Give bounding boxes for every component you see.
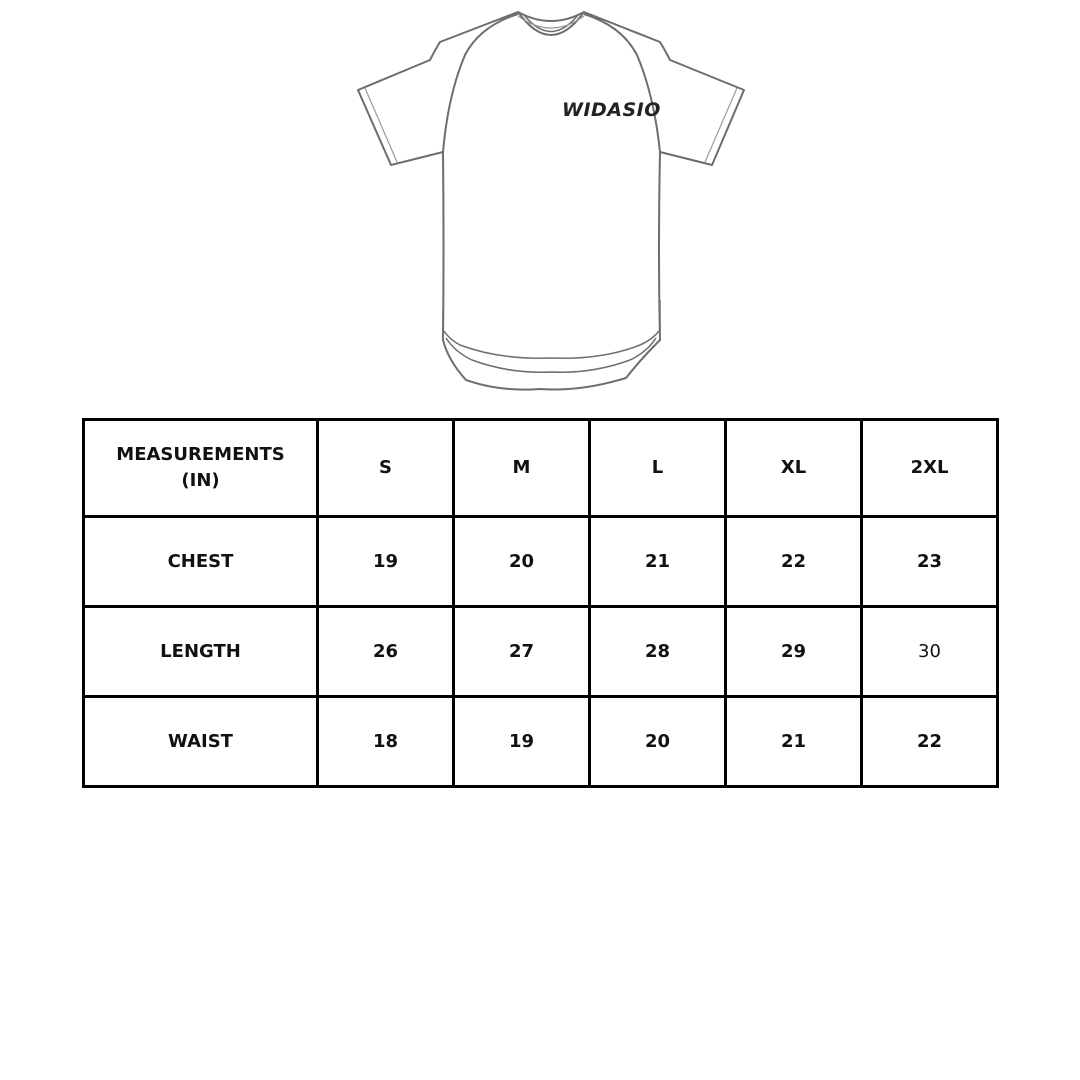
table-cell: 19 xyxy=(318,517,454,607)
table-cell: 26 xyxy=(318,607,454,697)
size-header-xl: XL xyxy=(726,420,862,517)
row-label-chest: CHEST xyxy=(84,517,318,607)
table-cell: 28 xyxy=(590,607,726,697)
size-header-m: M xyxy=(454,420,590,517)
size-chart-header-row xyxy=(84,420,998,517)
table-row-length xyxy=(84,607,998,697)
table-cell: 29 xyxy=(726,607,862,697)
row-label-length: LENGTH xyxy=(84,607,318,697)
table-cell: 22 xyxy=(862,697,998,787)
size-header-2xl: 2XL xyxy=(862,420,998,517)
size-header-l: L xyxy=(590,420,726,517)
table-cell: 27 xyxy=(454,607,590,697)
table-cell: 20 xyxy=(454,517,590,607)
table-cell: 23 xyxy=(862,517,998,607)
measurements-header: MEASUREMENTS (IN) xyxy=(84,420,318,517)
table-cell: 19 xyxy=(454,697,590,787)
table-row-waist xyxy=(84,697,998,787)
table-cell: 20 xyxy=(590,697,726,787)
brand-logo-text: WIDASIO xyxy=(562,99,661,121)
table-row-chest xyxy=(84,517,998,607)
tshirt-illustration xyxy=(340,0,760,400)
table-cell: 18 xyxy=(318,697,454,787)
table-cell: 21 xyxy=(590,517,726,607)
row-label-waist: WAIST xyxy=(84,697,318,787)
table-cell: 22 xyxy=(726,517,862,607)
size-header-s: S xyxy=(318,420,454,517)
size-chart-table xyxy=(82,418,999,788)
table-cell: 30 xyxy=(862,607,998,697)
table-cell: 21 xyxy=(726,697,862,787)
tshirt-drawing xyxy=(340,0,760,400)
